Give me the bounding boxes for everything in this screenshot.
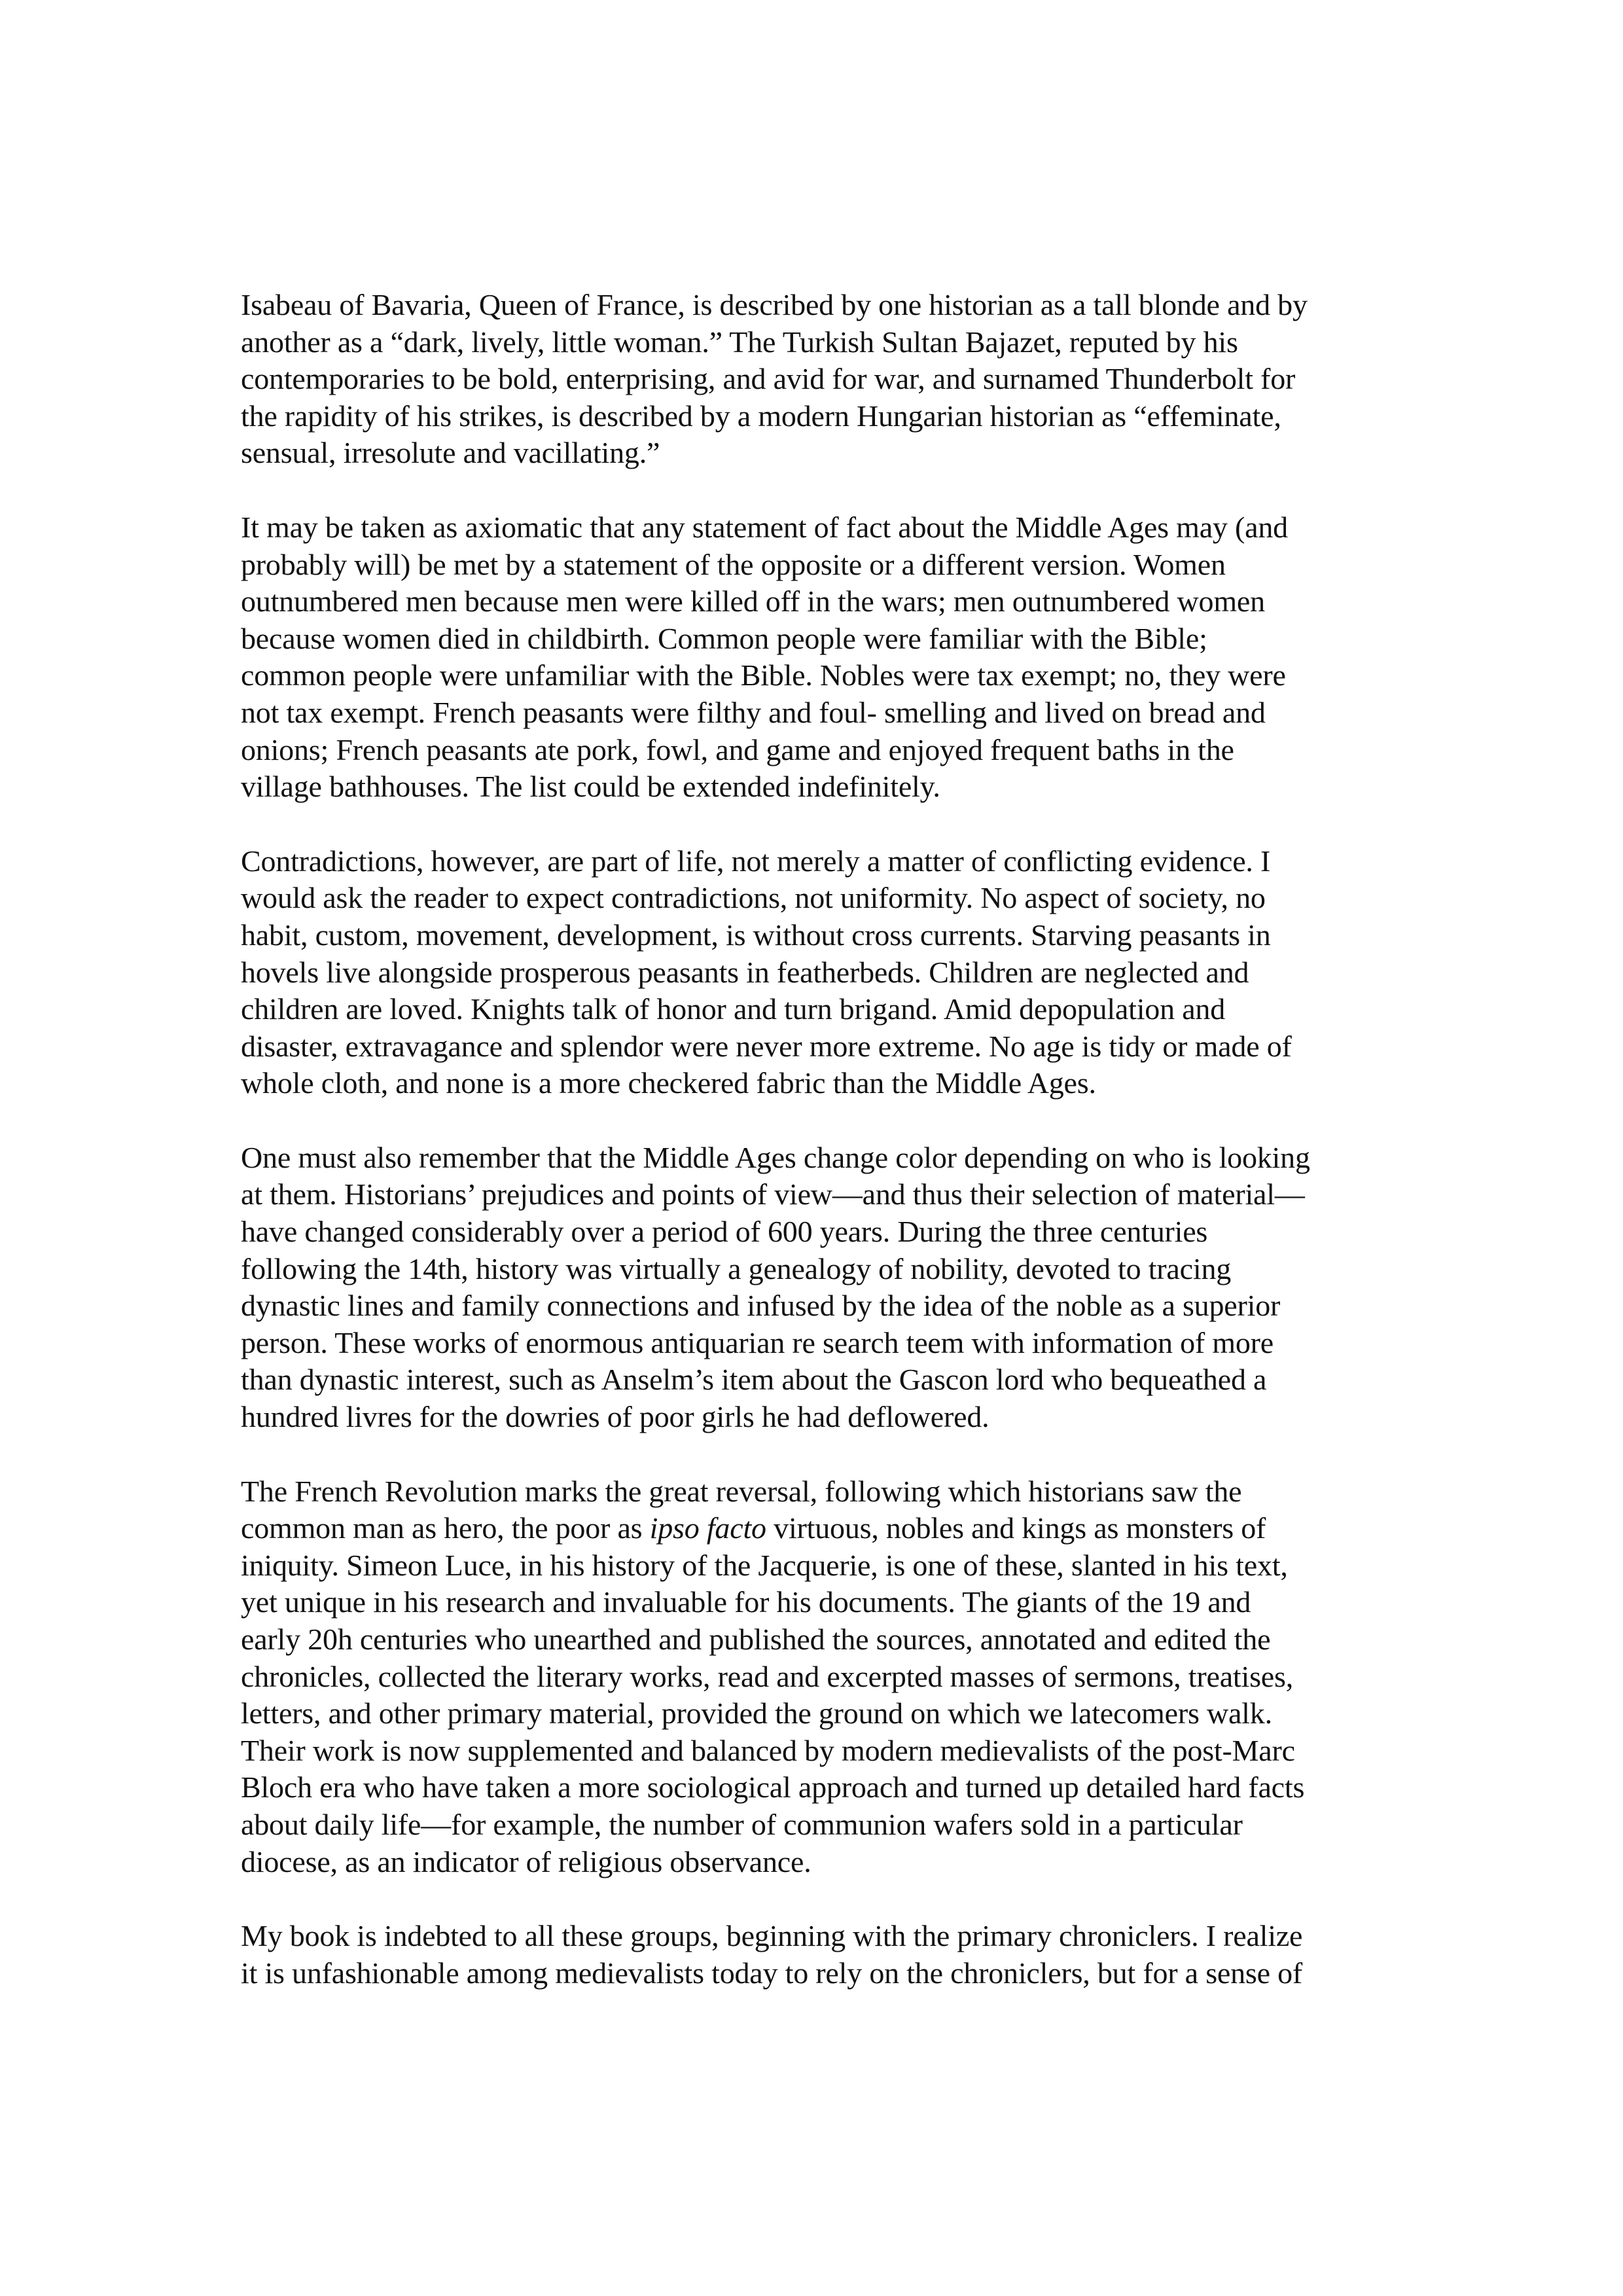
text-line: diocese, as an indicator of religious observance.: [241, 1844, 812, 1878]
italic-phrase: ipso facto: [649, 1511, 766, 1545]
text-line: another as a “dark, lively, little woman.” The Turkish Sultan Bajazet, reputed by his: [241, 325, 1238, 359]
text-line: yet unique in his research and invaluable for his documents. The giants of the 19 and: [241, 1585, 1251, 1619]
text-line: about daily life—for example, the number of communion wafers sold in a particular: [241, 1807, 1243, 1841]
text-line: person. These works of enormous antiquarian re search teem with information of more: [241, 1325, 1274, 1359]
text-line: dynastic lines and family connections and infused by the idea of the noble as a superior: [241, 1289, 1281, 1323]
body-text: [241, 287, 1412, 2029]
text-line: [241, 1510, 1412, 1547]
text-line: My book is indebted to all these groups, beginning with the primary chroniclers. I realize: [241, 1919, 1303, 1953]
text-line: village bathhouses. The list could be extended indefinitely.: [241, 770, 940, 804]
text-line: hovels live alongside prosperous peasants in featherbeds. Children are neglected and: [241, 955, 1249, 989]
text-line: than dynastic interest, such as Anselm’s item about the Gascon lord who bequeathed a: [241, 1363, 1267, 1397]
text-line: whole cloth, and none is a more checkered fabric than the Middle Ages.: [241, 1066, 1096, 1100]
paragraph-4: [241, 1139, 1412, 1436]
text-line: the rapidity of his strikes, is described by a modern Hungarian historian as “effeminate,: [241, 399, 1281, 433]
text-line: Isabeau of Bavaria, Queen of France, is described by one historian as a tall blonde and by: [241, 288, 1308, 321]
text-line: habit, custom, movement, development, is without cross currents. Starving peasants in: [241, 918, 1271, 952]
text-line: The French Revolution marks the great reversal, following which historians saw the: [241, 1474, 1242, 1508]
text-line: early 20h centuries who unearthed and published the sources, annotated and edited the: [241, 1623, 1271, 1656]
text-line: Their work is now supplemented and balanced by modern medievalists of the post-Marc: [241, 1733, 1295, 1767]
text-line: at them. Historians’ prejudices and points of view—and thus their selection of material—: [241, 1177, 1305, 1211]
text-line: contemporaries to be bold, enterprising, and avid for war, and surnamed Thunderbolt for: [241, 362, 1296, 396]
text-line: hundred livres for the dowries of poor girls he had deflowered.: [241, 1400, 990, 1434]
text-line: Bloch era who have taken a more sociological approach and turned up detailed hard facts: [241, 1770, 1305, 1804]
text-segment: common man as hero, the poor as: [241, 1511, 650, 1545]
paragraph-3: [241, 843, 1412, 1102]
text-line: It may be taken as axiomatic that any statement of fact about the Middle Ages may (and: [241, 510, 1288, 544]
text-line: have changed considerably over a period of 600 years. During the three centuries: [241, 1215, 1208, 1249]
paragraph-2: [241, 509, 1412, 806]
text-segment: virtuous, nobles and kings as monsters of: [766, 1511, 1266, 1545]
paragraph-6: [241, 1918, 1412, 1992]
paragraph-1: [241, 287, 1412, 472]
text-line: One must also remember that the Middle Ages change color depending on who is looking: [241, 1140, 1310, 1174]
text-line: because women died in childbirth. Common people were familiar with the Bible;: [241, 621, 1207, 655]
text-line: outnumbered men because men were killed off in the wars; men outnumbered women: [241, 584, 1265, 619]
text-line: it is unfashionable among medievalists today to rely on the chroniclers, but for a sense of: [241, 1956, 1303, 1990]
text-line: following the 14th, history was virtually a genealogy of nobility, devoted to tracing: [241, 1251, 1232, 1285]
text-line: common people were unfamiliar with the Bible. Nobles were tax exempt; no, they were: [241, 658, 1286, 692]
text-line: chronicles, collected the literary works, read and excerpted masses of sermons, treatises,: [241, 1659, 1293, 1693]
text-line: Contradictions, however, are part of life, not merely a matter of conflicting evidence. I: [241, 844, 1271, 878]
text-line: iniquity. Simeon Luce, in his history of the Jacquerie, is one of these, slanted in his text,: [241, 1548, 1288, 1582]
text-line: sensual, irresolute and vacillating.”: [241, 436, 660, 470]
text-line: onions; French peasants ate pork, fowl, and game and enjoyed frequent baths in the: [241, 732, 1234, 766]
text-line: would ask the reader to expect contradictions, not uniformity. No aspect of society, no: [241, 881, 1266, 915]
text-line: disaster, extravagance and splendor were never more extreme. No age is tidy or made of: [241, 1029, 1292, 1063]
text-line: children are loved. Knights talk of honor and turn brigand. Amid depopulation and: [241, 992, 1226, 1026]
text-line: probably will) be met by a statement of the opposite or a different version. Women: [241, 547, 1226, 581]
text-line: not tax exempt. French peasants were filthy and foul- smelling and lived on bread and: [241, 695, 1266, 729]
text-line: letters, and other primary material, provided the ground on which we latecomers walk.: [241, 1696, 1272, 1731]
paragraph-5: [241, 1473, 1412, 1881]
